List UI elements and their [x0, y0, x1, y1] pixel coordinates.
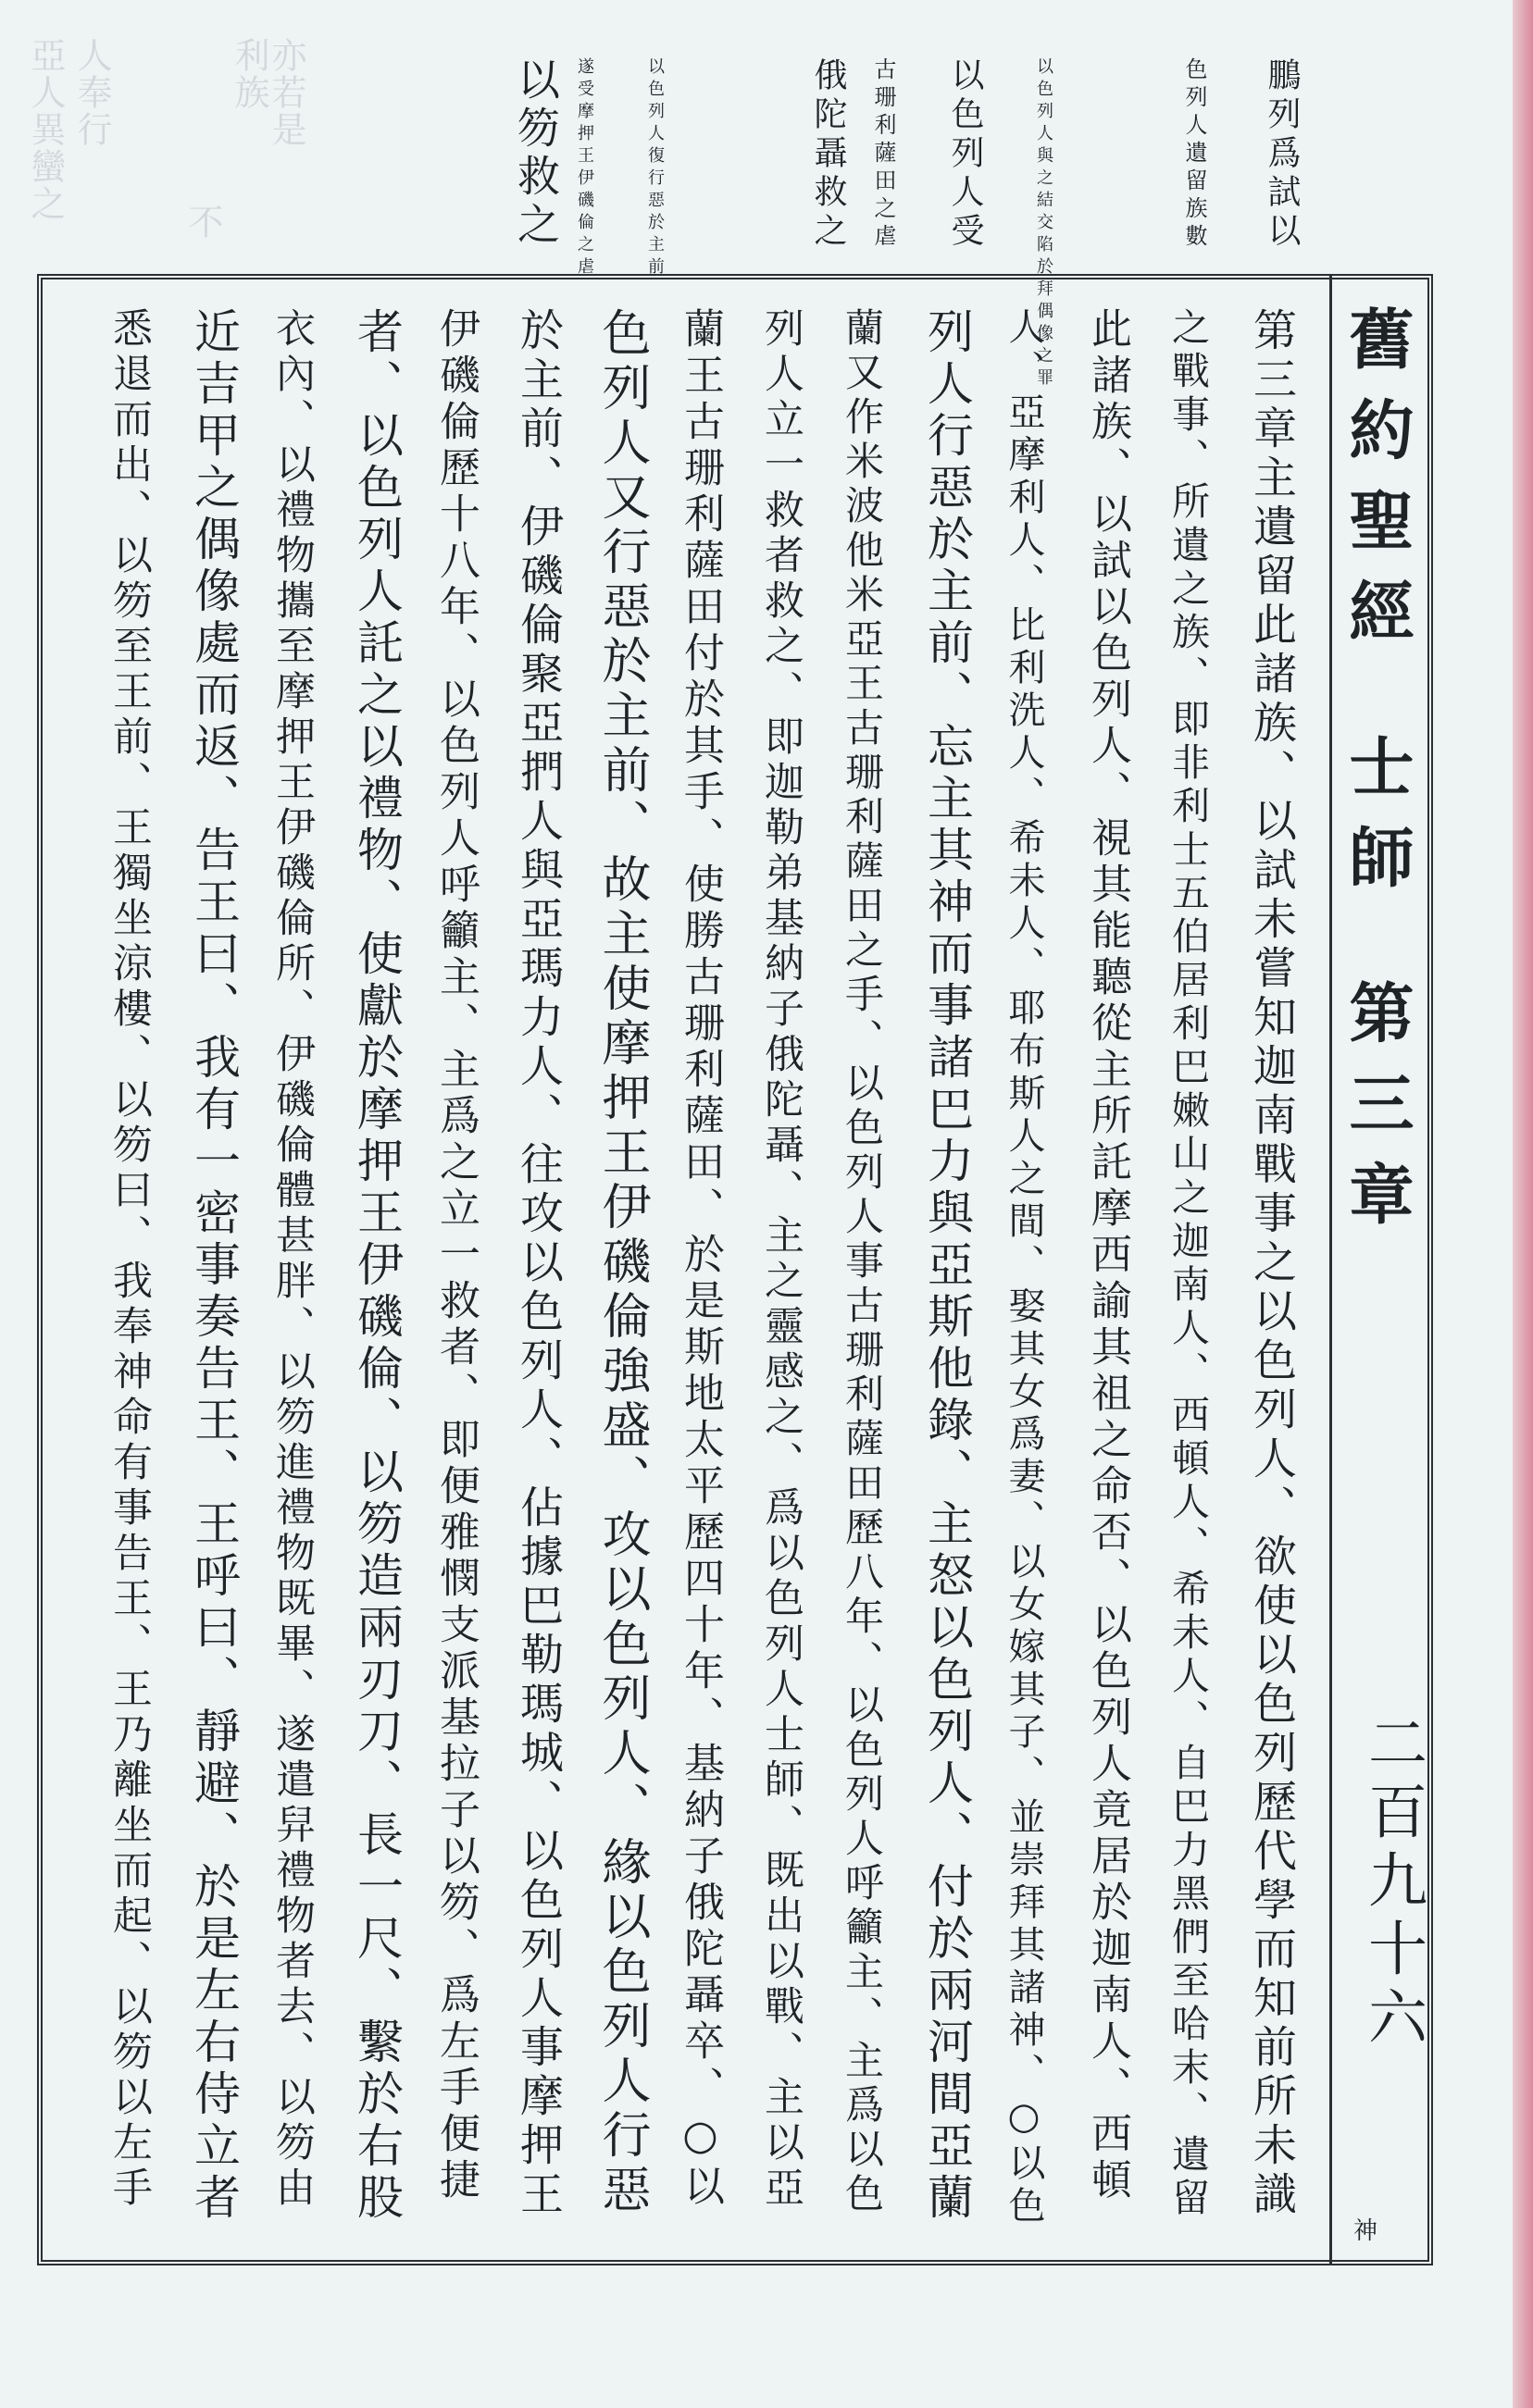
book-title: 舊約聖經: [1339, 305, 1415, 668]
text-column: 蘭王古珊利薩田付於其手、使勝古珊利薩田、於是斯地太平歷四十年、基納子俄陀聶卒、○以: [677, 307, 724, 2211]
top-note: 色列人遺留族數: [1181, 57, 1207, 252]
text-frame: [37, 274, 1433, 2265]
top-note: 以色列人與之結交陷於拜偶像之罪: [1034, 57, 1053, 391]
bleed-text: 亞人異蠻之: [25, 37, 66, 222]
top-note: 遂受摩押王伊磯倫之虐: [575, 57, 594, 279]
top-note: 俄陀聶救之: [809, 57, 847, 252]
text-column: 此諸族、以試以色列人、視其能聽從主所託摩西諭其祖之命否、以色列人竟居於迦南人、西頓: [1084, 307, 1131, 2204]
text-column: 者、以色列人託之以禮物、使獻於摩押王伊磯倫、以笏造兩刃刀、長一尺、繫於右股: [350, 307, 404, 2225]
bleed-text: 亦若是: [266, 37, 306, 148]
top-note: 古珊利薩田之虐: [870, 57, 896, 252]
header-column: [1339, 305, 1415, 1251]
page-number: 二百九十六: [1358, 1712, 1427, 2054]
text-column: 於主前、伊磯倫聚亞捫人與亞瑪力人、往攻以色列人、佔據巴勒瑪城、以色列人事摩押王: [513, 307, 564, 2220]
text-column: 近吉甲之偶像處而返、告王曰、我有一密事奏告王、王呼曰、靜避、於是左右侍立者: [187, 307, 241, 2225]
header-rule: [1329, 274, 1332, 2265]
bleed-text: 人奉行: [71, 37, 112, 148]
text-column: 第三章主遺留此諸族、以試未嘗知迦南戰事之以色列人、欲使以色列歷代學而知前所未識: [1246, 307, 1297, 2220]
text-column: 伊磯倫歷十八年、以色列人呼籲主、主爲之立一救者、即便雅憫支派基拉子以笏、爲左手便捷: [432, 307, 480, 2204]
text-column: 悉退而出、以笏至王前、王獨坐涼樓、以笏曰、我奉神命有事告王、王乃離坐而起、以笏以左手: [106, 307, 153, 2212]
text-column: 列人立一救者救之、即迦勒弟基納子俄陀聶、主之靈感之、爲以色列人士師、既出以戰、主以亞: [758, 307, 804, 2212]
top-note: 鵬列爲試以: [1263, 57, 1301, 252]
chapter-label: 第三章: [1339, 979, 1415, 1251]
top-note: 以色列人受: [946, 57, 984, 252]
text-column: 人、亞摩利人、比利洗人、希未人、耶布斯人之間、娶其女爲妻、以女嫁其子、並崇拜其諸神、○以色: [1003, 307, 1045, 2228]
top-note: 以色列人復行惡於主前: [645, 57, 665, 279]
text-column: 蘭又作米波他米亞王古珊利薩田之手、以色列人事古珊利薩田歷八年、以色列人呼籲主、主爲以色: [840, 307, 885, 2217]
text-column: 之戰事、所遺之族、即非利士五伯居利巴嫩山之迦南人、西頓人、希未人、自巴力黑們至哈末、遺留: [1165, 307, 1210, 2221]
top-note: 以笏救之: [511, 57, 561, 250]
text-column: 衣內、以禮物攜至摩押王伊磯倫所、伊磯倫體甚胖、以笏進禮物既畢、遂遣舁禮物者去、以笏由: [269, 307, 316, 2212]
book-part: 士師: [1339, 733, 1415, 914]
text-column: 色列人又行惡於主前、故主使摩押王伊磯倫強盛、攻以色列人、緣以色列人行惡: [594, 307, 651, 2218]
text-column: 列人行惡於主前、忘主其神而事諸巴力與亞斯他錄、主怒以色列人、付於兩河間亞蘭: [920, 307, 974, 2225]
corner-mark: 神: [1353, 2217, 1378, 2245]
bleed-text: 不: [182, 204, 223, 241]
page-edge: [1513, 0, 1533, 2408]
bleed-text: 利族: [229, 37, 269, 111]
